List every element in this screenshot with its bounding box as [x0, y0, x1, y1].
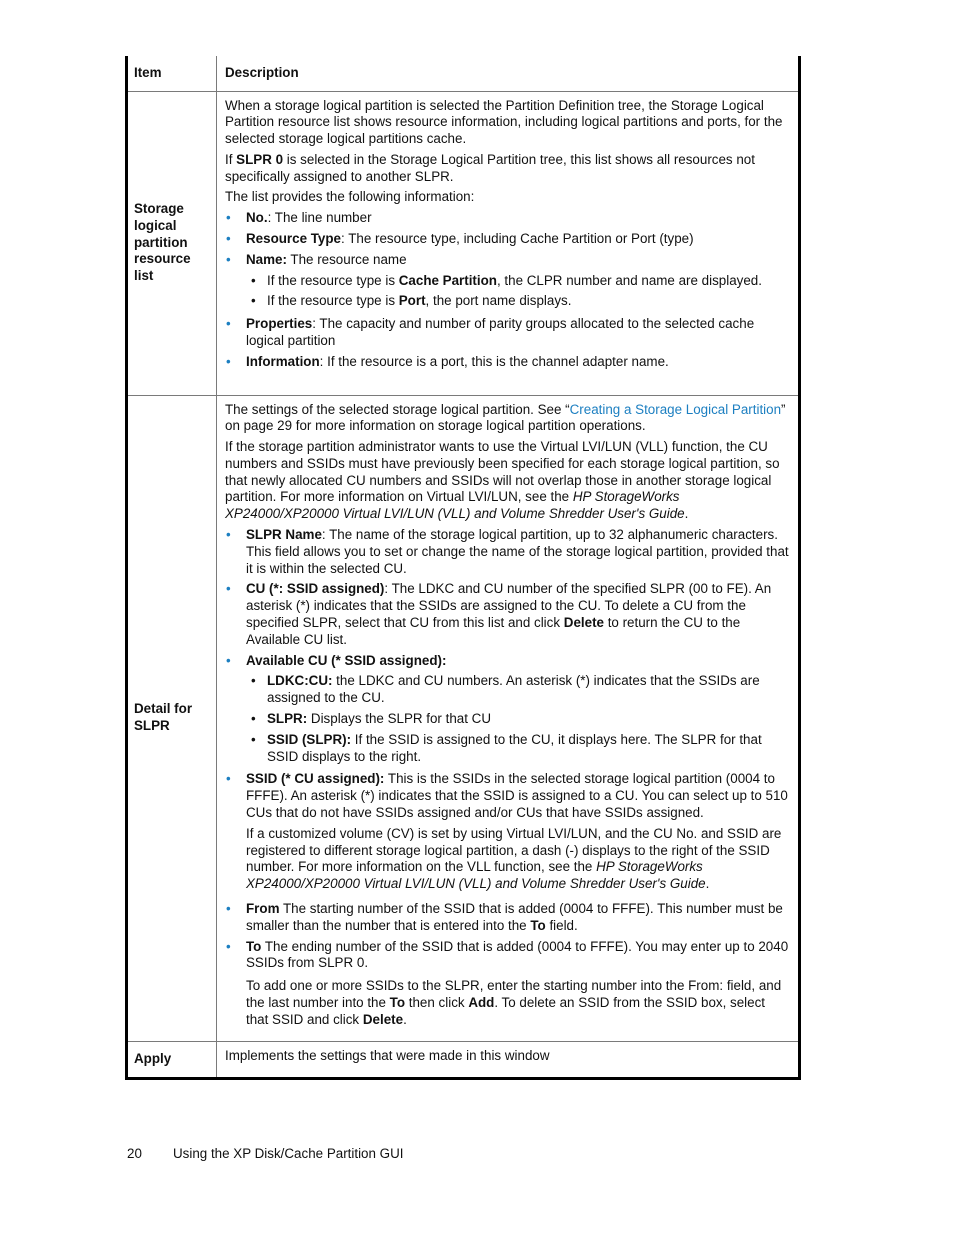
description-cell: [217, 91, 800, 395]
sub-bullet-list: [246, 273, 790, 311]
paragraph: If a customized volume (CV) is set by using Virtual LVI/LUN, and the CU No. and SSID are registered to different storage logical partition, a dash (-) displays to the right of the SSID number. For more information on the VLL function, see the HP StorageWorks XP24000/XP20000 Virtual LVI/LUN (VLL) and Volume Shredder User's Guide.: [246, 825, 782, 892]
bullet-list: [225, 210, 790, 370]
paragraph: To add one or more SSIDs to the SLPR, enter the starting number into the From: field, and the last number into the To then click Add. To delete an SSID from the SSID box, select that SSID and click Delete.: [246, 978, 782, 1027]
paragraph: If the storage partition administrator wants to use the Virtual LVI/LUN (VLL) function, the CU numbers and SSIDs must have previously been specified for each storage logical partition, so that newly allocated CU numbers and SSIDs will not overlap those in another storage logical partition. For more information on Virtual LVI/LUN, see the HP StorageWorks XP24000/XP20000 Virtual LVI/LUN (VLL) and Volume Shredder User's Guide.: [225, 439, 780, 522]
header-item: Item: [127, 56, 217, 91]
list-item: • Available CU (* SSID assigned): • LDKC:CU: the LDKC and CU numbers. An asterisk (*) indicates that the SSIDs are assigned to the CU. • SLPR: Displays the SLPR for that CU • SSID (SLPR): If the SSID is assigned to the CU, it displays here. The SLPR for that SSID displays to the right.: [225, 653, 790, 766]
list-item: • No.: The line number: [225, 210, 790, 227]
item-cell: Detail for SLPR: [127, 395, 217, 1041]
table-row: [127, 395, 800, 1041]
list-item: • Properties: The capacity and number of parity groups allocated to the selected cache logical partition: [225, 316, 790, 350]
paragraph: The list provides the following information:: [225, 189, 475, 205]
page-number: 20: [127, 1146, 142, 1161]
item-cell: Storage logical partition resource list: [127, 91, 217, 395]
list-item: • Name: The resource name • If the resource type is Cache Partition, the CLPR number and name are displayed. • If the resource type is Port, the port name displays.: [225, 252, 790, 310]
footer-title: Using the XP Disk/Cache Partition GUI: [173, 1146, 404, 1161]
list-item: • SSID (* CU assigned): This is the SSIDs in the selected storage logical partition (0004 to FFFE). An asterisk (*) indicates that the SSID is assigned to a CU. You can select up to 510 CUs that do not have SSIDs assigned and/or CUs that have SSIDs assigned. If a customized volume (CV) is set by using Virtual LVI/LUN, and the CU No. and SSID are registered to different storage logical partition, a dash (-) displays to the right of the SSID number. For more information on the VLL function, see the HP StorageWorks XP24000/XP20000 Virtual LVI/LUN (VLL) and Volume Shredder User's Guide.: [225, 771, 790, 893]
list-item: • If the resource type is Port, the port name displays.: [246, 293, 790, 310]
list-item: • Information: If the resource is a port, this is the channel adapter name.: [225, 354, 790, 371]
paragraph: The settings of the selected storage logical partition. See “Creating a Storage Logical Partition” on page 29 for more information on storage logical partition operations.: [225, 401, 786, 434]
description-cell: [217, 395, 800, 1041]
header-description: Description: [217, 56, 800, 91]
list-item: • Resource Type: The resource type, including Cache Partition or Port (type): [225, 231, 790, 248]
table-row: [127, 91, 800, 395]
creating-storage-logical-partition-link[interactable]: Creating a Storage Logical Partition: [569, 401, 782, 417]
apply-description: Implements the settings that were made in this window: [225, 1047, 550, 1063]
list-item: • LDKC:CU: the LDKC and CU numbers. An asterisk (*) indicates that the SSIDs are assigned to the CU.: [246, 673, 790, 707]
page-footer: [127, 1146, 403, 1163]
sub-bullet-list: [246, 673, 790, 765]
list-item: • SLPR: Displays the SLPR for that CU: [246, 711, 790, 728]
list-item: • From The starting number of the SSID that is added (0004 to FFFE). This number must be smaller than the number that is entered into the To field.: [225, 901, 790, 935]
item-cell: Apply: [127, 1041, 217, 1078]
description-cell: [217, 1041, 800, 1078]
list-item: • SSID (SLPR): If the SSID is assigned to the CU, it displays here. The SLPR for that SSID displays to the right.: [246, 732, 790, 766]
bullet-list: [225, 527, 790, 1029]
table-row: [127, 1041, 800, 1078]
paragraph: When a storage logical partition is selected the Partition Definition tree, the Storage Logical Partition resource list shows resource information, including logical partitions and ports, for the selected storage logical partitions cache.: [225, 97, 783, 147]
list-item: • SLPR Name: The name of the storage logical partition, up to 32 alphanumeric characters. This field allows you to set or change the name of the storage logical partition, provided that it is within the selected CU.: [225, 527, 790, 577]
list-item: • CU (*: SSID assigned): The LDKC and CU number of the specified SLPR (00 to FE). An asterisk (*) indicates that the SSIDs are assigned to the CU. To delete a CU from the specified SLPR, select that CU from this list and click Delete to return the CU to the Available CU list.: [225, 581, 790, 648]
paragraph: If SLPR 0 is selected in the Storage Logical Partition tree, this list shows all resources not specifically assigned to another SLPR.: [225, 151, 755, 184]
description-table: [125, 56, 801, 1080]
list-item: • To The ending number of the SSID that is added (0004 to FFFE). You may enter up to 2040 SSIDs from SLPR 0. To add one or more SSIDs to the SLPR, enter the starting number into the From: field, and the last number into the To then click Add. To delete an SSID from the SSID box, select that SSID and click Delete.: [225, 939, 790, 1029]
list-item: • If the resource type is Cache Partition, the CLPR number and name are displayed.: [246, 273, 790, 290]
table-header-row: [127, 56, 800, 91]
